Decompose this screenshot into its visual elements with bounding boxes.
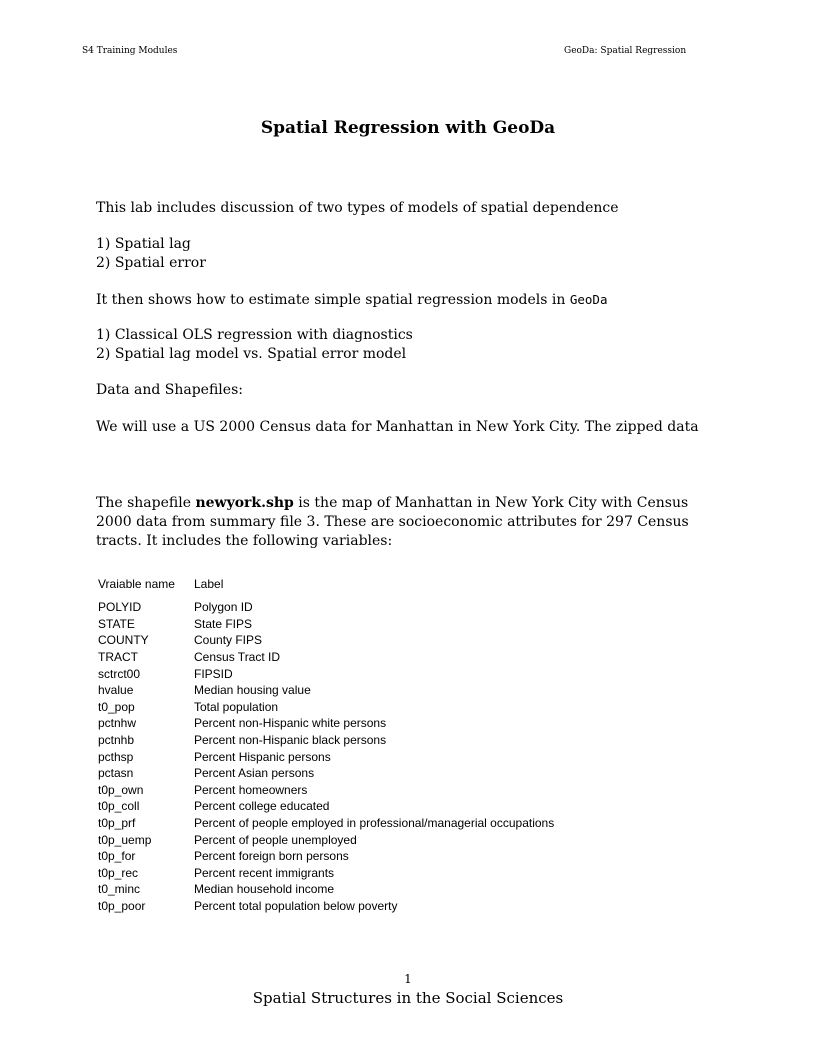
table-row (98, 831, 634, 848)
page-number: 1 (404, 972, 412, 986)
step-1: 1) Classical OLS regression with diagnostics (96, 327, 413, 343)
variables-table (98, 570, 634, 914)
table-row (98, 665, 634, 682)
table-row (98, 765, 634, 782)
table-row (98, 616, 634, 633)
table-row (98, 865, 634, 882)
variable-label: FIPSID (194, 666, 233, 681)
software-name: GeoDa (569, 292, 608, 307)
table-row (98, 732, 634, 749)
variable-label: Percent total population below poverty (194, 898, 398, 913)
table-row (98, 798, 634, 815)
estimate-paragraph (96, 290, 607, 310)
table-row (98, 782, 634, 799)
table-row (98, 682, 634, 699)
variable-name: t0p_uemp (98, 832, 152, 847)
shapefile-line-3: tracts. It includes the following variables: (96, 533, 393, 549)
variable-label: Median household income (194, 882, 335, 897)
variable-name: t0p_rec (98, 865, 139, 880)
shapefile-line-2: 2000 data from summary file 3. These are socioeconomic attributes for 297 Census (96, 514, 689, 530)
variable-label: Percent of people employed in professional/managerial occupations (194, 816, 555, 831)
variable-name: pcthsp (98, 749, 134, 764)
variable-name: POLYID (98, 600, 142, 615)
table-row (98, 699, 634, 716)
table-header (98, 570, 634, 591)
variable-name: t0p_prf (98, 816, 136, 831)
variable-label: Median housing value (194, 683, 311, 698)
variable-name: STATE (98, 616, 135, 631)
footer-text: Spatial Structures in the Social Sciences (252, 989, 564, 1007)
variable-label: Percent foreign born persons (194, 849, 349, 864)
variable-name: sctrct00 (98, 666, 141, 681)
table-row (98, 632, 634, 649)
variable-label: Percent college educated (194, 799, 330, 814)
variable-name: t0p_coll (98, 799, 140, 814)
column-header-name: Vraiable name (98, 577, 175, 591)
variable-label: Percent Hispanic persons (194, 749, 331, 764)
table-row (98, 649, 634, 666)
data-heading: Data and Shapefiles: (96, 382, 243, 398)
variable-label: State FIPS (194, 616, 253, 631)
model-type-1: 1) Spatial lag (96, 236, 191, 252)
shapefile-line-1 (96, 494, 688, 513)
variable-name: hvalue (98, 683, 134, 698)
variable-name: TRACT (98, 650, 138, 665)
variable-label: Polygon ID (194, 600, 253, 615)
table-row (98, 881, 634, 898)
variable-label: County FIPS (194, 633, 263, 648)
data-paragraph: We will use a US 2000 Census data for Manhattan in New York City. The zipped data (96, 419, 699, 435)
table-row (98, 715, 634, 732)
variable-label: Percent recent immigrants (194, 865, 335, 880)
shapefile-prefix: The shapefile (96, 495, 196, 511)
variable-label: Percent non-Hispanic black persons (194, 733, 387, 748)
variable-name: t0p_for (98, 849, 136, 864)
variable-label: Total population (194, 699, 279, 714)
variable-name: pctnhb (98, 733, 135, 748)
variable-name: COUNTY (98, 633, 149, 648)
table-row (98, 815, 634, 832)
variable-name: pctasn (98, 766, 134, 781)
variable-name: pctnhw (98, 716, 137, 731)
table-row (98, 599, 634, 616)
column-header-label: Label (194, 577, 224, 591)
shapefile-name: newyork.shp (195, 495, 294, 511)
variable-label: Percent of people unemployed (194, 832, 357, 847)
variable-label: Percent homeowners (194, 782, 308, 797)
variable-name: t0_minc (98, 882, 141, 897)
model-type-2: 2) Spatial error (96, 255, 206, 271)
intro-paragraph: This lab includes discussion of two types of models of spatial dependence (96, 200, 619, 216)
variable-name: t0p_own (98, 782, 144, 797)
variable-name: t0_pop (98, 699, 135, 714)
shapefile-suffix: is the map of Manhattan in New York City with Census (293, 495, 689, 511)
step-2: 2) Spatial lag model vs. Spatial error model (96, 346, 407, 362)
variable-name: t0p_poor (98, 898, 146, 913)
table-row (98, 748, 634, 765)
estimate-text: It then shows how to estimate simple spatial regression models in (96, 292, 570, 308)
table-row (98, 898, 634, 915)
variable-label: Percent non-Hispanic white persons (194, 716, 387, 731)
page-title: Spatial Regression with GeoDa (260, 118, 556, 138)
variable-label: Census Tract ID (194, 650, 281, 665)
header-right: GeoDa: Spatial Regression (564, 46, 687, 56)
table-row (98, 848, 634, 865)
table-body (98, 599, 634, 914)
variable-label: Percent Asian persons (194, 766, 315, 781)
header-left: S4 Training Modules (82, 46, 178, 56)
